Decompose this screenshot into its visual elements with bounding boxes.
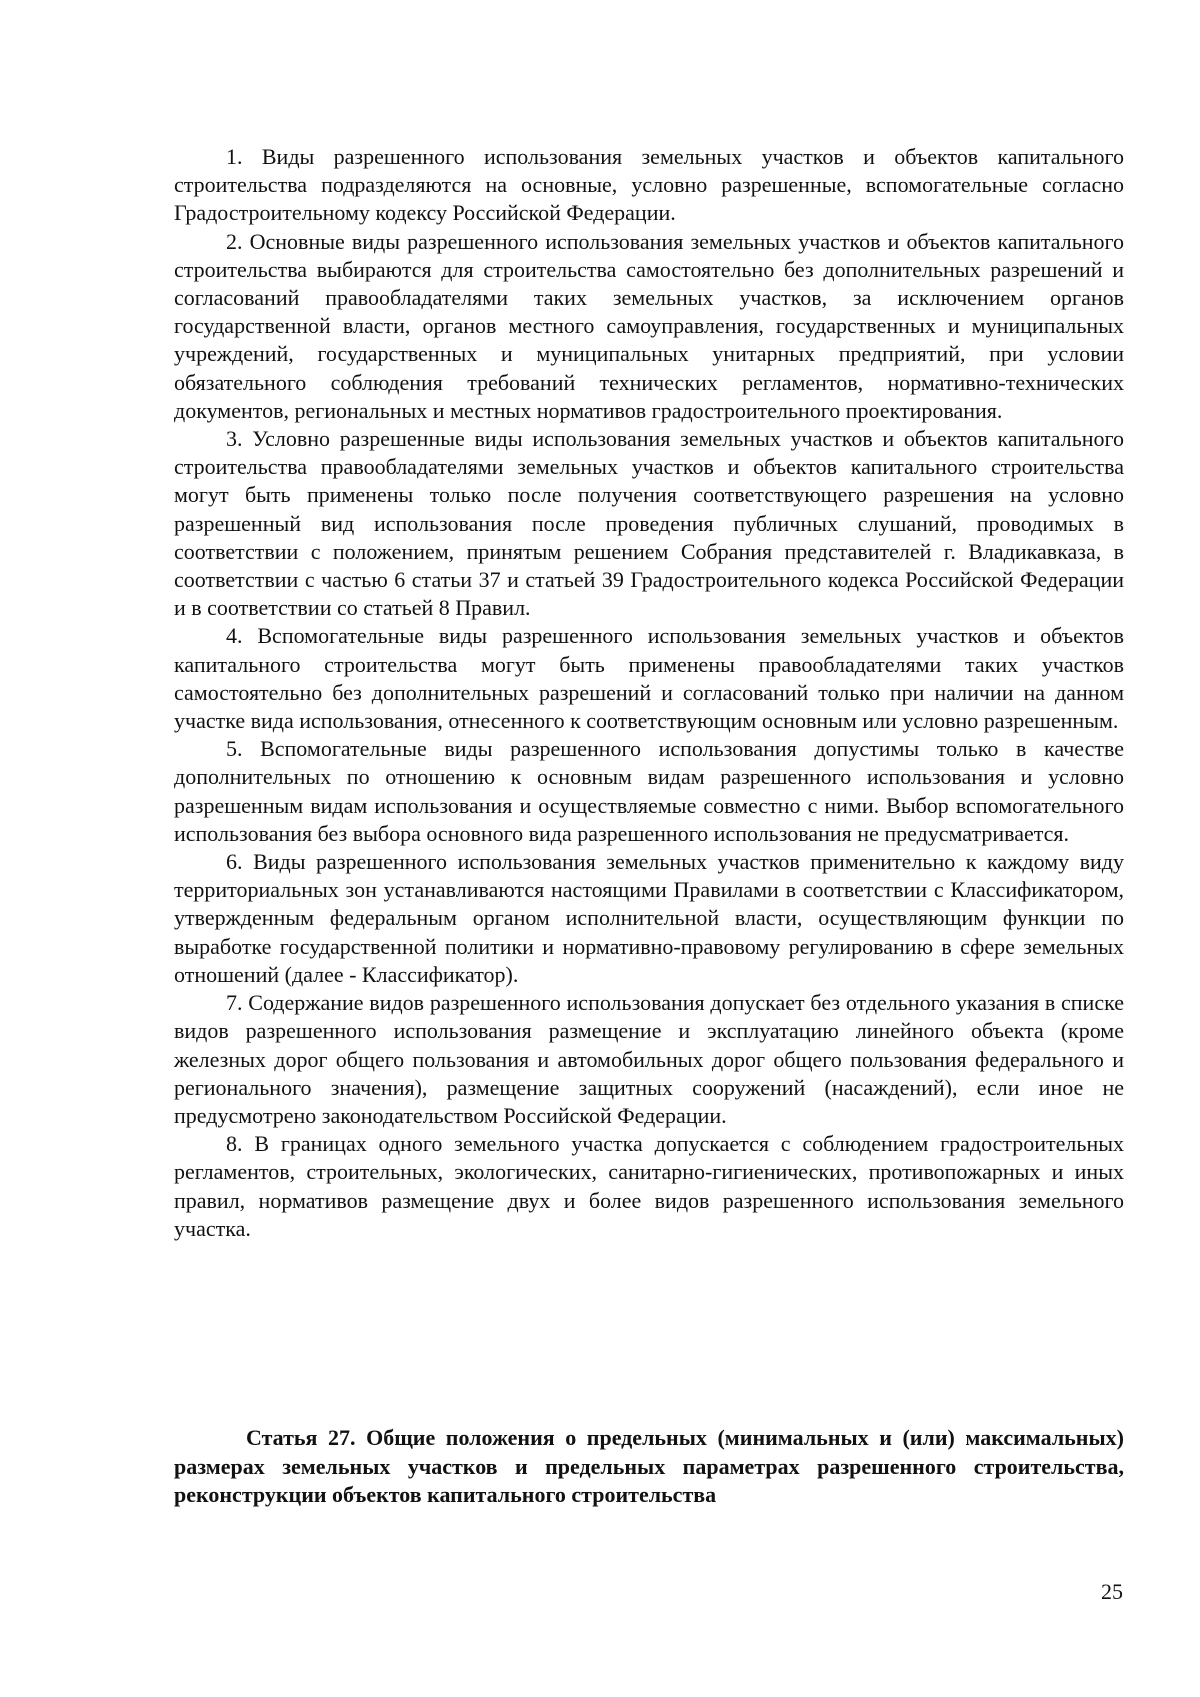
paragraph-8: 8. В границах одного земельного участка допускается с соблюдением градостроительных регламентов, строительных, экологических, санитарно-гигиенических, противопожарных и иных правил, нормативов размещение двух и более видов разрешенного использования земельного участка. — [174, 1131, 1124, 1241]
paragraph-6: 6. Виды разрешенного использования земельных участков применительно к каждому виду территориальных зон устанавливаются настоящими Правилами в соответствии с Классификатором, утвержденным федеральным органом исполнительной власти, осуществляющим функции по выработке государственной политики и нормативно-правовому регулированию в сфере земельных отношений (далее - Классификатор). — [174, 849, 1124, 987]
paragraph-7: 7. Содержание видов разрешенного использования допускает без отдельного указания в списке видов разрешенного использования размещение и эксплуатацию линейного объекта (кроме железных дорог общего пользования и автомобильных дорог общего пользования федерального и регионального значения), размещение защитных сооружений (насаждений), если иное не предусмотрено законодательством Российской Федерации. — [174, 990, 1124, 1128]
paragraph-3: 3. Условно разрешенные виды использования земельных участков и объектов капитального строительства правообладателями земельных участков и объектов капитального строительства могут быть применены только после получения соответствующего разрешения на условно разрешенный вид использования после проведения публичных слушаний, проводимых в соответствии с положением, принятым решением Собрания представителей г. Владикавказа, в соответствии с частью 6 статьи 37 и статьей 39 Градостроительного кодекса Российской Федерации и в соответствии со статьей 8 Правил. — [174, 426, 1124, 621]
article-heading: Статья 27. Общие положения о предельных (минимальных и (или) максимальных) размерах земельных участков и предельных параметрах разрешенного строительства, реконструкции объектов капитального строительства — [174, 1425, 1124, 1507]
paragraph-5: 5. Вспомогательные виды разрешенного использования допустимы только в качестве дополнительных по отношению к основным видам разрешенного использования и условно разрешенным видам использования и осуществляемые совместно с ними. Выбор вспомогательного использования без выбора основного вида разрешенного использования не предусматривается. — [174, 736, 1124, 846]
paragraph-4: 4. Вспомогательные виды разрешенного использования земельных участков и объектов капитального строительства могут быть применены правообладателями таких участков самостоятельно без дополнительных разрешений и согласований только при наличии на данном участке вида использования, отнесенного к соответствующим основным или условно разрешенным. — [174, 623, 1124, 734]
body-text — [174, 143, 1124, 1243]
page-number: 25 — [1101, 1579, 1123, 1604]
paragraph-2: 2. Основные виды разрешенного использования земельных участков и объектов капитального строительства выбираются для строительства самостоятельно без дополнительных разрешений и согласований правообладателями таких земельных участков, за исключением органов государственной власти, органов местного самоуправления, государственных и муниципальных учреждений, государственных и муниципальных унитарных предприятий, при условии обязательного соблюдения требований технических регламентов, нормативно-технических документов, региональных и местных нормативов градостроительного проектирования. — [174, 228, 1124, 423]
paragraph-1: 1. Виды разрешенного использования земельных участков и объектов капитального строительства подразделяются на основные, условно разрешенные, вспомогательные согласно Градостроительному кодексу Российской Федерации. — [174, 144, 1124, 226]
